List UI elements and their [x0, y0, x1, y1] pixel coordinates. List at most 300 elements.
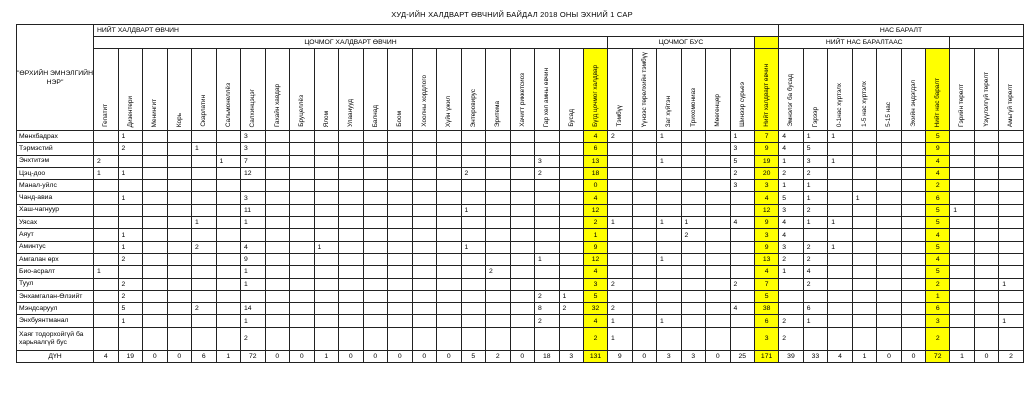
- table-cell: 2: [803, 241, 828, 253]
- table-cell: [290, 315, 315, 327]
- table-cell: [363, 204, 388, 216]
- table-cell: 3: [241, 143, 266, 155]
- table-cell: [314, 155, 339, 167]
- total-cell: 3: [657, 350, 682, 362]
- table-cell: [877, 241, 902, 253]
- facility-name: Мэндсаруул: [17, 303, 94, 315]
- table-cell: [632, 253, 657, 265]
- table-cell: [510, 155, 535, 167]
- table-cell: [216, 204, 241, 216]
- table-cell: [143, 167, 168, 179]
- table-cell: [706, 180, 731, 192]
- table-cell: 4: [926, 167, 950, 179]
- column-header: Гар хөл амны өвчин: [535, 49, 560, 131]
- table-cell: [94, 290, 119, 302]
- table-cell: [339, 290, 364, 302]
- table-cell: [192, 278, 217, 290]
- table-cell: [852, 217, 877, 229]
- table-cell: [828, 327, 853, 350]
- table-cell: [265, 204, 290, 216]
- table-cell: [143, 266, 168, 278]
- table-cell: [706, 327, 731, 350]
- table-cell: [510, 131, 535, 143]
- table-cell: [167, 131, 192, 143]
- table-cell: 2: [779, 253, 804, 265]
- table-cell: [852, 131, 877, 143]
- table-cell: [314, 266, 339, 278]
- table-row: [17, 278, 1024, 290]
- table-cell: [706, 241, 731, 253]
- table-cell: [192, 229, 217, 241]
- column-header: Шинээр сүрьеэ: [730, 49, 755, 131]
- table-cell: [632, 131, 657, 143]
- table-cell: 1: [461, 204, 486, 216]
- table-cell: [779, 278, 804, 290]
- table-cell: 7: [241, 155, 266, 167]
- table-cell: [412, 290, 437, 302]
- total-cell: 0: [510, 350, 535, 362]
- table-cell: [363, 180, 388, 192]
- table-cell: [94, 204, 119, 216]
- table-cell: 1: [828, 241, 853, 253]
- table-cell: 1: [584, 229, 608, 241]
- table-cell: [535, 278, 560, 290]
- table-cell: [608, 204, 633, 216]
- table-cell: [216, 229, 241, 241]
- table-cell: 3: [730, 180, 755, 192]
- table-cell: [265, 131, 290, 143]
- table-row: [17, 131, 1024, 143]
- table-cell: [852, 229, 877, 241]
- table-cell: [950, 167, 975, 179]
- table-cell: 1: [803, 192, 828, 204]
- total-cell: 0: [632, 350, 657, 362]
- table-cell: [852, 303, 877, 315]
- table-cell: [877, 204, 902, 216]
- column-header: Бруцеллёз: [290, 49, 315, 131]
- table-cell: [388, 303, 413, 315]
- table-cell: 1: [241, 217, 266, 229]
- table-cell: [632, 229, 657, 241]
- column-header: Заг хүйтэн: [657, 49, 682, 131]
- table-cell: [290, 327, 315, 350]
- table-cell: 7: [755, 278, 779, 290]
- table-cell: [877, 143, 902, 155]
- table-cell: 4: [584, 266, 608, 278]
- table-cell: 1: [803, 180, 828, 192]
- table-cell: [950, 278, 975, 290]
- table-cell: [999, 290, 1024, 302]
- table-cell: [559, 192, 584, 204]
- table-cell: 9: [755, 143, 779, 155]
- table-cell: [852, 143, 877, 155]
- table-cell: [632, 217, 657, 229]
- table-cell: [999, 229, 1024, 241]
- table-cell: [216, 143, 241, 155]
- table-cell: [363, 241, 388, 253]
- infectious-disease-header: НИЙТ ХАЛДВАРТ ӨВЧИН: [94, 25, 779, 37]
- table-cell: [412, 278, 437, 290]
- column-header: Боом: [388, 49, 413, 131]
- table-cell: [437, 155, 462, 167]
- table-cell: [216, 315, 241, 327]
- total-cell: 0: [265, 350, 290, 362]
- table-cell: 9: [926, 143, 950, 155]
- table-cell: [559, 155, 584, 167]
- table-cell: [608, 180, 633, 192]
- total-cell: 131: [584, 350, 608, 362]
- table-cell: [681, 192, 706, 204]
- table-cell: [632, 192, 657, 204]
- table-cell: [608, 290, 633, 302]
- table-cell: 1: [535, 253, 560, 265]
- total-cell: 9: [608, 350, 633, 362]
- table-cell: [706, 303, 731, 315]
- table-cell: [974, 204, 999, 216]
- table-cell: [828, 303, 853, 315]
- table-cell: 4: [241, 241, 266, 253]
- table-cell: [852, 266, 877, 278]
- table-cell: [461, 229, 486, 241]
- table-cell: [388, 290, 413, 302]
- table-cell: 1: [241, 278, 266, 290]
- table-cell: 1: [241, 315, 266, 327]
- table-cell: [437, 167, 462, 179]
- total-cell: 1: [314, 350, 339, 362]
- column-header: Гепатит: [94, 49, 119, 131]
- table-cell: 4: [730, 217, 755, 229]
- table-cell: 19: [755, 155, 779, 167]
- table-cell: [510, 217, 535, 229]
- table-cell: [535, 229, 560, 241]
- table-cell: [265, 155, 290, 167]
- table-cell: 32: [584, 303, 608, 315]
- table-cell: 6: [926, 192, 950, 204]
- table-cell: 5: [926, 217, 950, 229]
- table-cell: [852, 290, 877, 302]
- table-cell: [461, 327, 486, 350]
- table-cell: [486, 204, 511, 216]
- table-cell: 2: [779, 315, 804, 327]
- table-cell: [241, 229, 266, 241]
- table-cell: [681, 278, 706, 290]
- table-cell: [265, 167, 290, 179]
- table-cell: [143, 192, 168, 204]
- table-cell: [828, 204, 853, 216]
- table-cell: [974, 131, 999, 143]
- column-header: Скарлатин: [192, 49, 217, 131]
- column-header: Сальмонеллёз: [216, 49, 241, 131]
- table-cell: 3: [241, 192, 266, 204]
- table-cell: 2: [118, 143, 143, 155]
- table-cell: 3: [779, 241, 804, 253]
- table-cell: [94, 278, 119, 290]
- table-cell: 4: [926, 253, 950, 265]
- table-cell: [388, 229, 413, 241]
- table-cell: [535, 180, 560, 192]
- table-cell: [363, 143, 388, 155]
- table-cell: [363, 303, 388, 315]
- table-cell: [461, 253, 486, 265]
- table-cell: [388, 204, 413, 216]
- table-cell: [535, 327, 560, 350]
- table-cell: [974, 315, 999, 327]
- table-cell: [143, 155, 168, 167]
- table-cell: [608, 143, 633, 155]
- table-cell: 12: [584, 253, 608, 265]
- total-cell: 4: [94, 350, 119, 362]
- table-cell: 5: [755, 290, 779, 302]
- table-cell: [510, 253, 535, 265]
- table-cell: [730, 266, 755, 278]
- table-cell: [559, 204, 584, 216]
- table-cell: [388, 192, 413, 204]
- table-cell: [314, 303, 339, 315]
- table-cell: [265, 290, 290, 302]
- table-cell: 2: [118, 253, 143, 265]
- table-cell: [681, 253, 706, 265]
- column-header: Балнад: [363, 49, 388, 131]
- table-cell: [510, 167, 535, 179]
- table-cell: 20: [755, 167, 779, 179]
- table-cell: [901, 155, 926, 167]
- table-cell: [999, 155, 1024, 167]
- table-cell: [412, 266, 437, 278]
- table-cell: [339, 229, 364, 241]
- table-cell: [950, 229, 975, 241]
- table-cell: [412, 327, 437, 350]
- table-row: [17, 204, 1024, 216]
- total-cell: 0: [974, 350, 999, 362]
- table-cell: 14: [241, 303, 266, 315]
- table-cell: 2: [486, 266, 511, 278]
- table-cell: 2: [926, 278, 950, 290]
- table-cell: [314, 315, 339, 327]
- column-header: Гэрийн төрөлт: [950, 49, 975, 131]
- table-cell: [437, 229, 462, 241]
- table-cell: [999, 143, 1024, 155]
- table-cell: 1: [559, 290, 584, 302]
- table-cell: 4: [803, 266, 828, 278]
- table-cell: [852, 278, 877, 290]
- table-cell: [437, 327, 462, 350]
- table-cell: [486, 192, 511, 204]
- table-cell: [216, 303, 241, 315]
- column-header: Үзүүлэлгүй төрөлт: [974, 49, 999, 131]
- table-cell: [510, 315, 535, 327]
- table-cell: [216, 217, 241, 229]
- table-cell: [363, 315, 388, 327]
- table-cell: [192, 204, 217, 216]
- table-cell: [265, 278, 290, 290]
- table-cell: [290, 241, 315, 253]
- table-cell: [314, 217, 339, 229]
- table-cell: [437, 290, 462, 302]
- total-mortality-header: НИЙТ НАС БАРАЛТААС: [779, 37, 950, 49]
- table-cell: [265, 229, 290, 241]
- table-cell: [877, 217, 902, 229]
- table-cell: [388, 241, 413, 253]
- table-cell: [192, 315, 217, 327]
- column-header: Мөөгөнцөр: [706, 49, 731, 131]
- table-cell: 2: [535, 290, 560, 302]
- column-header: 0-1нас хүртэлх: [828, 49, 853, 131]
- table-cell: [241, 180, 266, 192]
- table-cell: [314, 229, 339, 241]
- column-header: Нийт халдварт өвчин: [755, 49, 779, 131]
- table-cell: 5: [803, 143, 828, 155]
- table-cell: 12: [755, 204, 779, 216]
- table-cell: 4: [926, 155, 950, 167]
- facility-name: Чанд-авиа: [17, 192, 94, 204]
- table-cell: [877, 167, 902, 179]
- table-cell: [486, 180, 511, 192]
- table-cell: 2: [803, 278, 828, 290]
- table-cell: 8: [535, 303, 560, 315]
- report-title: ХУД-ИЙН ХАЛДВАРТ ӨВЧНИЙ БАЙДАЛ 2018 ОНЫ ЭХНИЙ 1 САР: [391, 10, 633, 19]
- table-cell: [877, 278, 902, 290]
- table-cell: [412, 204, 437, 216]
- table-cell: [657, 167, 682, 179]
- column-header: Эмнэлэг ба бусад: [779, 49, 804, 131]
- table-cell: 1: [999, 278, 1024, 290]
- table-cell: [510, 180, 535, 192]
- table-cell: 1: [94, 266, 119, 278]
- column-header: Энтеровирус: [461, 49, 486, 131]
- facility-name: Уясах: [17, 217, 94, 229]
- table-cell: 5: [926, 266, 950, 278]
- table-cell: 1: [241, 266, 266, 278]
- table-cell: [730, 192, 755, 204]
- table-cell: [632, 327, 657, 350]
- table-cell: [535, 192, 560, 204]
- table-cell: [510, 290, 535, 302]
- table-cell: [412, 253, 437, 265]
- table-cell: 2: [118, 290, 143, 302]
- total-cell: 0: [437, 350, 462, 362]
- total-cell: 0: [706, 350, 731, 362]
- total-cell: 2: [486, 350, 511, 362]
- table-cell: 3: [535, 155, 560, 167]
- table-cell: [143, 180, 168, 192]
- table-cell: [216, 253, 241, 265]
- table-cell: 2: [118, 278, 143, 290]
- table-cell: [216, 290, 241, 302]
- table-cell: [657, 327, 682, 350]
- table-cell: [94, 143, 119, 155]
- table-cell: [339, 204, 364, 216]
- table-cell: [314, 143, 339, 155]
- table-cell: [118, 155, 143, 167]
- table-cell: 5: [779, 192, 804, 204]
- table-cell: [730, 204, 755, 216]
- table-cell: [363, 192, 388, 204]
- table-cell: 1: [94, 167, 119, 179]
- table-cell: [608, 167, 633, 179]
- total-cell: 2: [999, 350, 1024, 362]
- table-cell: [265, 327, 290, 350]
- table-cell: [388, 143, 413, 155]
- table-cell: 1: [779, 266, 804, 278]
- table-cell: [143, 131, 168, 143]
- table-row: [17, 143, 1024, 155]
- table-cell: [950, 131, 975, 143]
- table-cell: [779, 290, 804, 302]
- table-cell: [314, 131, 339, 143]
- table-cell: 18: [584, 167, 608, 179]
- column-header: Гахайн хавдар: [265, 49, 290, 131]
- table-cell: [339, 131, 364, 143]
- table-cell: [632, 241, 657, 253]
- table-cell: 4: [755, 266, 779, 278]
- table-cell: [950, 217, 975, 229]
- table-cell: [339, 155, 364, 167]
- table-cell: 1: [216, 155, 241, 167]
- table-cell: 2: [584, 327, 608, 350]
- table-cell: [167, 290, 192, 302]
- table-cell: [828, 180, 853, 192]
- table-cell: [290, 303, 315, 315]
- table-cell: 38: [755, 303, 779, 315]
- table-cell: [363, 278, 388, 290]
- table-cell: [706, 278, 731, 290]
- table-cell: [950, 143, 975, 155]
- table-cell: [681, 327, 706, 350]
- table-cell: 4: [755, 192, 779, 204]
- table-cell: [828, 192, 853, 204]
- table-cell: 1: [803, 131, 828, 143]
- table-cell: [265, 192, 290, 204]
- table-cell: 2: [926, 327, 950, 350]
- table-cell: [559, 167, 584, 179]
- table-cell: [94, 241, 119, 253]
- table-cell: [339, 278, 364, 290]
- table-cell: 2: [681, 229, 706, 241]
- table-cell: 3: [241, 131, 266, 143]
- table-cell: 1: [828, 131, 853, 143]
- table-cell: 5: [118, 303, 143, 315]
- table-cell: [535, 131, 560, 143]
- table-cell: [730, 253, 755, 265]
- table-cell: 2: [608, 278, 633, 290]
- table-cell: 1: [828, 155, 853, 167]
- table-cell: 2: [730, 167, 755, 179]
- table-cell: [486, 290, 511, 302]
- table-cell: [363, 155, 388, 167]
- table-cell: [437, 204, 462, 216]
- column-header: Ялом: [314, 49, 339, 131]
- table-cell: 1: [803, 217, 828, 229]
- table-row: [17, 327, 1024, 350]
- table-cell: [950, 303, 975, 315]
- table-cell: [901, 315, 926, 327]
- table-cell: 1: [608, 315, 633, 327]
- table-cell: 2: [779, 327, 804, 350]
- table-cell: [192, 290, 217, 302]
- table-cell: [167, 241, 192, 253]
- table-cell: [828, 253, 853, 265]
- table-cell: [852, 327, 877, 350]
- table-cell: 11: [241, 204, 266, 216]
- table-cell: [999, 217, 1024, 229]
- table-cell: [999, 131, 1024, 143]
- table-cell: [877, 155, 902, 167]
- total-cell: 39: [779, 350, 804, 362]
- table-cell: [167, 253, 192, 265]
- table-cell: [632, 315, 657, 327]
- table-cell: [314, 278, 339, 290]
- table-cell: [339, 253, 364, 265]
